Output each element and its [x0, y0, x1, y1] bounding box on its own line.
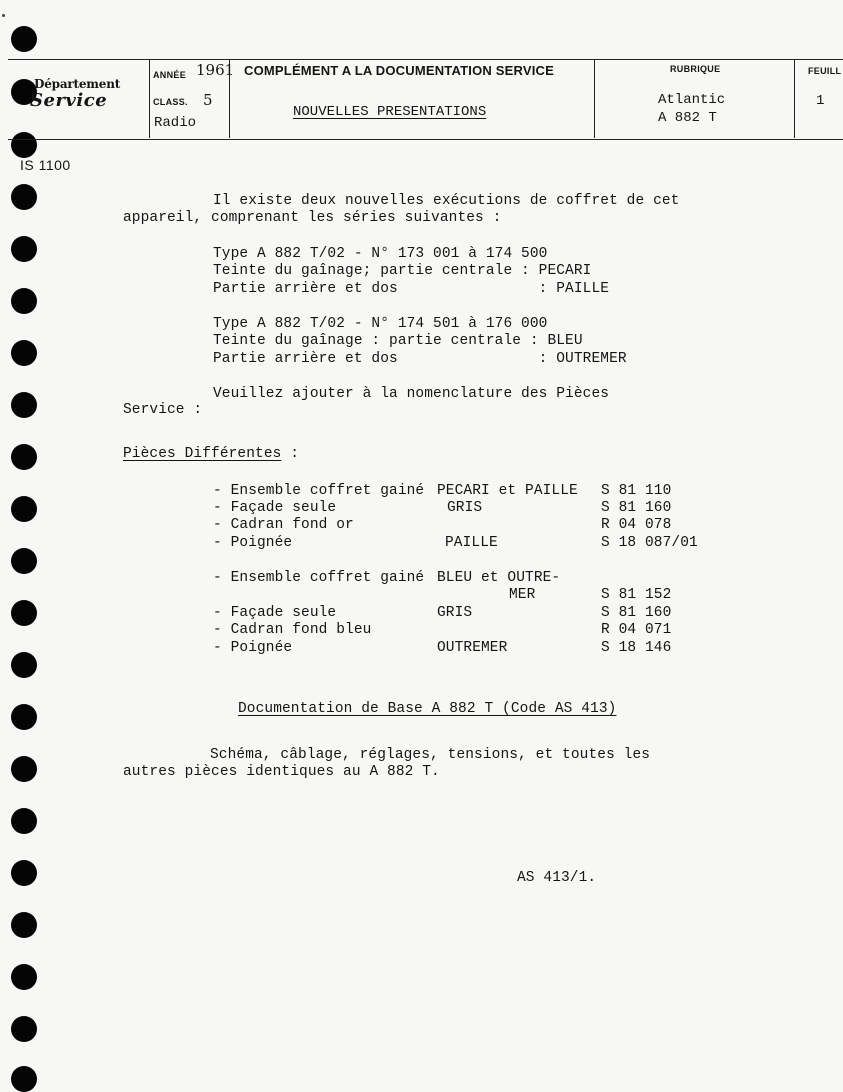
punch-hole [11, 26, 37, 52]
part-color: OUTREMER [437, 640, 508, 656]
part-ref: R 04 071 [601, 622, 672, 638]
series-2-arriere: Partie arrière et dos : OUTREMER [213, 351, 627, 367]
part-color: GRIS [437, 605, 473, 621]
punch-hole [11, 444, 37, 470]
part-ref: S 81 152 [601, 587, 672, 603]
intro-line-1: Il existe deux nouvelles exécutions de coffret de cet [213, 193, 680, 209]
part-desc: - Façade seule [213, 500, 337, 516]
part-ref: R 04 078 [601, 517, 672, 533]
header-divider [149, 59, 150, 138]
series-2-teinte: Teinte du gaînage : partie centrale : BLEU [213, 333, 583, 349]
class-value: 5 [203, 91, 213, 109]
punch-hole [11, 756, 37, 782]
part-desc: - Cadran fond bleu [213, 622, 372, 638]
series-1-type: Type A 882 T/02 - N° 173 001 à 174 500 [213, 246, 548, 262]
punch-hole [11, 652, 37, 678]
part-color: PECARI et PAILLE [437, 483, 578, 499]
punch-hole [11, 964, 37, 990]
punch-hole [11, 1066, 37, 1092]
rubrique-model: Atlantic [658, 92, 726, 108]
punch-hole [11, 704, 37, 730]
punch-hole [11, 1016, 37, 1042]
intro-line-2: appareil, comprenant les séries suivantes : [123, 210, 502, 226]
part-desc: - Ensemble coffret gainé [213, 570, 425, 586]
document-title: COMPLÉMENT A LA DOCUMENTATION SERVICE [244, 63, 555, 78]
punch-hole [11, 496, 37, 522]
service-logo-text: Service [30, 90, 108, 111]
closing-line-1: Schéma, câblage, réglages, tensions, et toutes les [210, 747, 651, 763]
part-color: MER [509, 587, 536, 603]
feuille-value: 1 [816, 93, 825, 109]
part-ref: S 18 146 [601, 640, 672, 656]
rubrique-code: A 882 T [658, 110, 717, 126]
rubrique-label: RUBRIQUE [670, 64, 721, 74]
series-1-arriere: Partie arrière et dos : PAILLE [213, 281, 610, 297]
document-subtitle: NOUVELLES PRESENTATIONS [293, 104, 487, 120]
punch-hole [11, 392, 37, 418]
base-documentation: Documentation de Base A 882 T (Code AS 413) [238, 701, 617, 717]
class-label: CLASS. [153, 97, 188, 107]
punch-hole [11, 236, 37, 262]
part-color: GRIS [447, 500, 483, 516]
pieces-heading-colon: : [281, 446, 300, 462]
punch-hole [11, 340, 37, 366]
part-desc: - Poignée [213, 535, 293, 551]
series-1-teinte: Teinte du gaînage; partie centrale : PECARI [213, 263, 592, 279]
annee-value: 1961 [196, 61, 235, 79]
doc-code: IS 1100 [20, 157, 71, 173]
part-color: PAILLE [445, 535, 498, 551]
punch-hole [11, 548, 37, 574]
department-label: Département [34, 77, 121, 91]
punch-hole [11, 808, 37, 834]
part-color: BLEU et OUTRE- [437, 570, 561, 586]
note-line-1: Veuillez ajouter à la nomenclature des Pièces [213, 386, 610, 402]
pieces-heading [123, 446, 299, 462]
punch-hole [11, 184, 37, 210]
annee-label: ANNÉE [153, 70, 187, 80]
part-desc: - Poignée [213, 640, 293, 656]
part-ref: S 18 087/01 [601, 535, 698, 551]
header-divider [794, 59, 795, 138]
class-subject: Radio [154, 115, 197, 131]
footer-reference: AS 413/1. [517, 870, 597, 886]
edge-mark [2, 14, 5, 17]
punch-hole [11, 912, 37, 938]
part-ref: S 81 160 [601, 500, 672, 516]
feuille-label: FEUILL [808, 66, 842, 76]
punch-hole [11, 288, 37, 314]
part-desc: - Façade seule [213, 605, 337, 621]
punch-hole [11, 860, 37, 886]
header-divider [594, 59, 595, 138]
part-desc: - Ensemble coffret gainé [213, 483, 425, 499]
part-ref: S 81 110 [601, 483, 672, 499]
series-2-type: Type A 882 T/02 - N° 174 501 à 176 000 [213, 316, 548, 332]
part-desc: - Cadran fond or [213, 517, 354, 533]
note-line-2: Service : [123, 402, 203, 418]
pieces-heading-text: Pièces Différentes [123, 446, 282, 462]
part-ref: S 81 160 [601, 605, 672, 621]
closing-line-2: autres pièces identiques au A 882 T. [123, 764, 440, 780]
punch-hole [11, 600, 37, 626]
